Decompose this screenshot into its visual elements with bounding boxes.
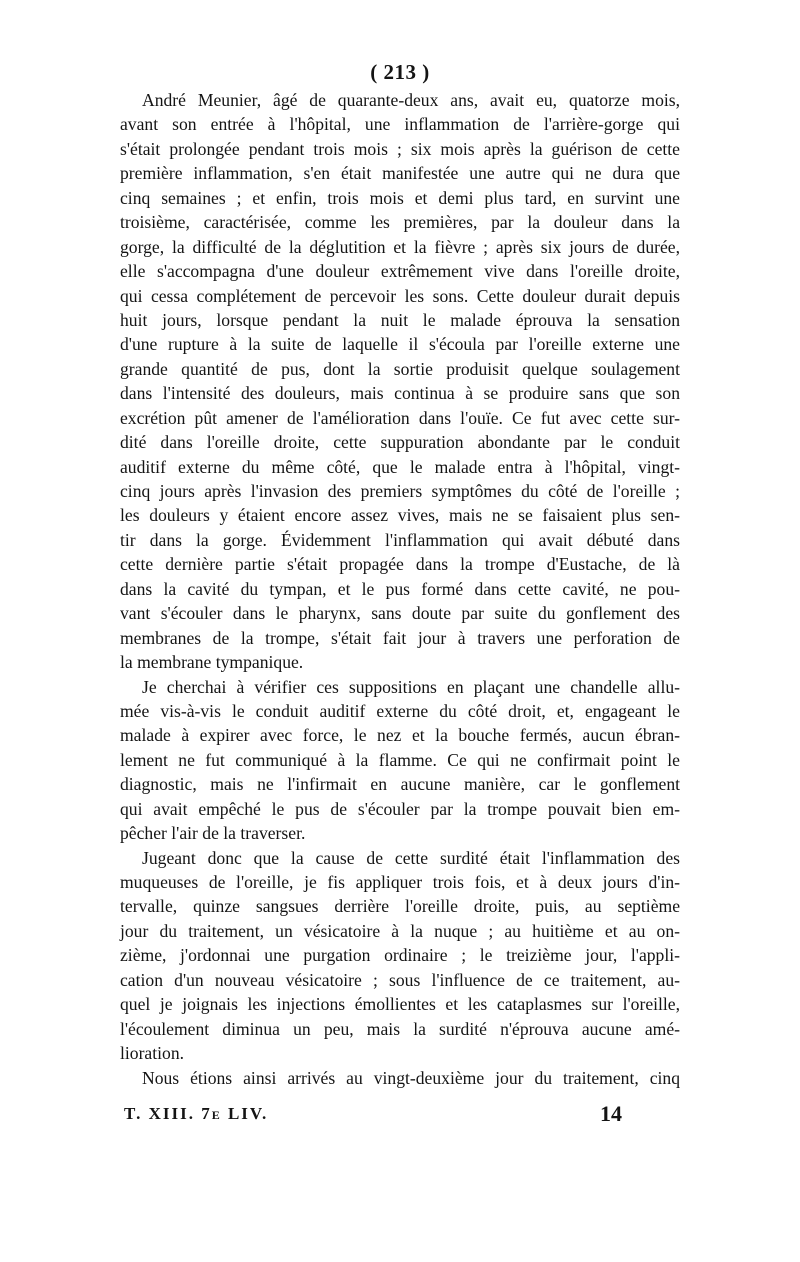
text-line: zième, j'ordonnai une purgation ordinaire ; le treizième jour, l'appli- <box>120 945 680 966</box>
text-line: cinq jours après l'invasion des premiers symptômes du côté de l'oreille ; <box>120 481 680 501</box>
page-number: ( 213 ) <box>370 60 430 84</box>
text-line: lioration. <box>120 1043 185 1064</box>
text-line: troisième, caractérisée, comme les premières, par la douleur dans la <box>120 212 680 233</box>
text-line: Je cherchai à vérifier ces suppositions en plaçant une chandelle allu- <box>142 676 680 697</box>
text-line: quel je joignais les injections émollientes et les cataplasmes sur l'oreille, <box>120 994 680 1015</box>
text-line: d'une rupture à la suite de laquelle il s'écoula par l'oreille externe une <box>120 334 680 355</box>
page-footer <box>124 1101 622 1128</box>
paragraph <box>120 846 680 1066</box>
text-line: auditif externe du même côté, que le malade entra à l'hôpital, vingt- <box>120 456 680 477</box>
text-line: cinq semaines ; et enfin, trois mois et demi plus tard, en survint une <box>120 187 680 208</box>
paragraph <box>120 1066 680 1090</box>
text-line: mée vis-à-vis le conduit auditif externe du côté droit, et, engageant le <box>120 700 680 721</box>
text-line: pêcher l'air de la traverser. <box>120 823 306 844</box>
text-line: cation d'un nouveau vésicatoire ; sous l'influence de ce traitement, au- <box>120 969 680 990</box>
text-line: première inflammation, s'en était manifestée une autre qui ne dura que <box>120 163 680 184</box>
text-line: dans l'intensité des douleurs, mais continua à se produire sans que son <box>120 383 680 404</box>
text-line: qui cessa complétement de percevoir les sons. Cette douleur durait depuis <box>120 285 680 306</box>
text-line: dité dans l'oreille droite, cette suppuration abondante par le conduit <box>120 432 680 453</box>
text-line: lement ne fut communiqué à la flamme. Ce qui ne confirmait point le <box>120 749 680 770</box>
text-line: jour du traitement, un vésicatoire à la nuque ; au huitième et au on- <box>120 920 680 941</box>
text-line: s'était prolongée pendant trois mois ; six mois après la guérison de cette <box>120 138 680 159</box>
text-line: membranes de la trompe, s'était fait jour à travers une perforation de <box>120 627 680 648</box>
text-line: Nous étions ainsi arrivés au vingt-deuxième jour du traitement, cinq <box>142 1067 680 1088</box>
text-line: grande quantité de pus, dont la sortie produisit quelque soulagement <box>120 358 680 379</box>
text-line: André Meunier, âgé de quarante-deux ans, avait eu, quatorze mois, <box>142 90 680 110</box>
text-line: malade à expirer avec force, le nez et la bouche fermés, aucun ébran- <box>120 725 680 746</box>
text-line: cette dernière partie s'était propagée dans la trompe d'Eustache, de là <box>120 554 680 575</box>
text-line: les douleurs y étaient encore assez vives, mais ne se faisaient plus sen- <box>120 505 680 526</box>
text-line: dans la cavité du tympan, et le pus formé dans cette cavité, ne pou- <box>120 578 680 599</box>
body-text <box>120 88 680 1090</box>
text-line: vant s'écouler dans le pharynx, sans doute par suite du gonflement des <box>120 603 680 624</box>
text-line: tir dans la gorge. Évidemment l'inflammation qui avait débuté dans <box>120 529 680 550</box>
text-line: diagnostic, mais ne l'infirmait en aucune manière, car le gonflement <box>120 774 680 795</box>
signature-mark: T. XIII. 7e LIV. <box>124 1104 269 1123</box>
text-line: tervalle, quinze sangsues derrière l'oreille droite, puis, au septième <box>120 896 680 917</box>
text-line: muqueuses de l'oreille, je fis appliquer trois fois, et à deux jours d'in- <box>120 872 680 892</box>
text-line: huit jours, lorsque pendant la nuit le malade éprouva la sensation <box>120 309 680 330</box>
paragraph <box>120 675 680 846</box>
text-line: la membrane tympanique. <box>120 652 304 673</box>
text-line: gorge, la difficulté de la déglutition et la fièvre ; après six jours de durée, <box>120 236 680 257</box>
text-line: l'écoulement diminua un peu, mais la surdité n'éprouva aucune amé- <box>120 1018 680 1039</box>
paragraph <box>120 88 680 675</box>
text-line: avant son entrée à l'hôpital, une inflammation de l'arrière-gorge qui <box>120 114 680 135</box>
text-line: Jugeant donc que la cause de cette surdité était l'inflammation des <box>142 847 680 868</box>
text-line: elle s'accompagna d'une douleur extrêmement vive dans l'oreille droite, <box>120 261 680 282</box>
text-line: excrétion pût amener de l'amélioration dans l'ouïe. Ce fut avec cette sur- <box>120 407 680 428</box>
sheet-number: 14 <box>600 1101 622 1126</box>
text-line: qui avait empêché le pus de s'écouler par la trompe pouvait bien em- <box>120 798 680 819</box>
